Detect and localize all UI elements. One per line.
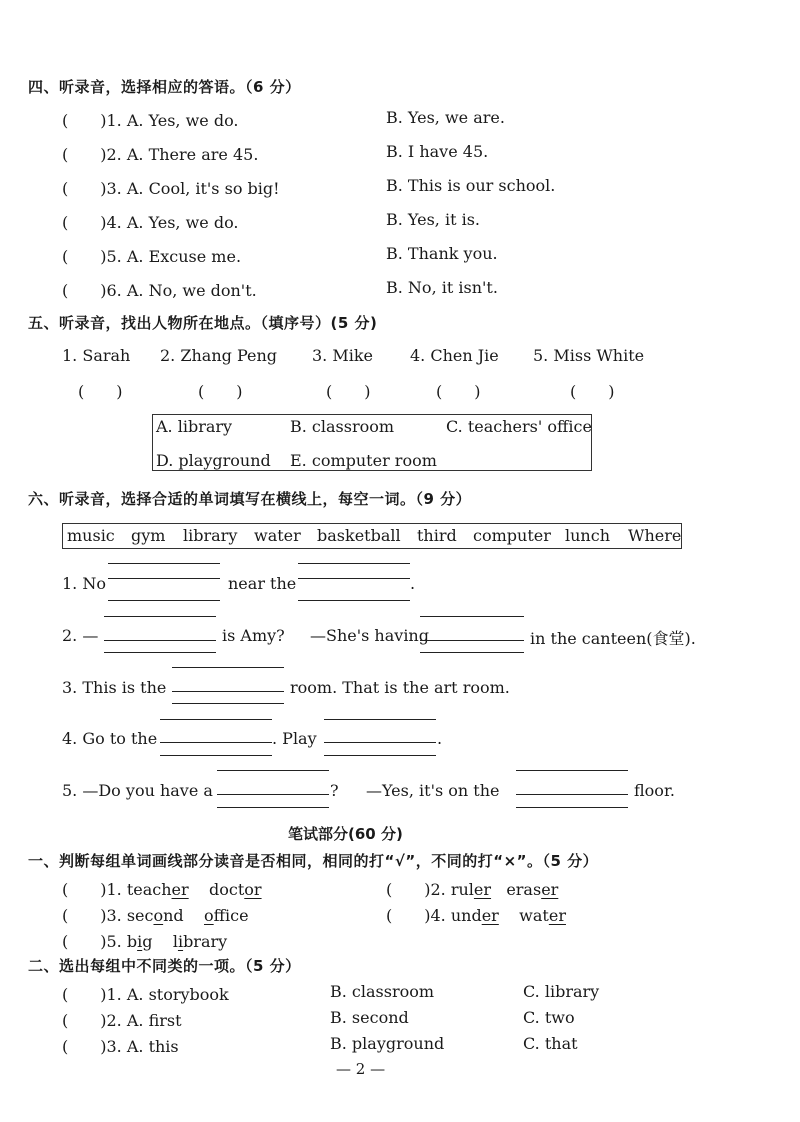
s6-q2-text-c: —She's having xyxy=(310,626,429,645)
s6-q1-text-c: . xyxy=(410,574,416,593)
s6-q5-text-a: 5. —Do you have a xyxy=(62,781,213,800)
w1-item-1: ( )1. teacher doctor xyxy=(62,880,262,899)
s6-word-3: library xyxy=(183,526,238,545)
s4-item-5-a: ( )5. A. Excuse me. xyxy=(62,247,242,266)
section-5-title: 五、听录音，找出人物所在地点。（填序号）(5 分) xyxy=(28,314,378,332)
s5-answer-5[interactable]: ( ) xyxy=(570,382,615,401)
w2-item-2-b: B. second xyxy=(330,1008,409,1027)
s6-q3-text-b: room. That is the art room. xyxy=(290,678,510,697)
s6-q3-text-a: 3. This is the xyxy=(62,678,167,697)
s6-q5-text-b: ? xyxy=(330,781,339,800)
s4-item-3-a: ( )3. A. Cool, it's so big! xyxy=(62,179,280,198)
s5-person-5: 5. Miss White xyxy=(533,346,645,365)
s4-item-6-b: B. No, it isn't. xyxy=(386,278,498,297)
s5-option-b: B. classroom xyxy=(290,417,395,436)
s6-word-6: third xyxy=(417,526,457,545)
s4-item-6-a: ( )6. A. No, we don't. xyxy=(62,281,257,300)
s6-q2-text-b: is Amy? xyxy=(222,626,285,645)
s6-q5-text-c: —Yes, it's on the xyxy=(366,781,500,800)
s6-word-5: basketball xyxy=(317,526,401,545)
w2-item-2-a: ( )2. A. first xyxy=(62,1011,182,1030)
w2-item-1-b: B. classroom xyxy=(330,982,435,1001)
s6-word-1: music xyxy=(67,526,115,545)
s5-answer-3[interactable]: ( ) xyxy=(326,382,371,401)
s6-word-9: Where xyxy=(628,526,682,545)
s6-word-7: computer xyxy=(473,526,551,545)
s4-item-4-a: ( )4. A. Yes, we do. xyxy=(62,213,239,232)
s5-person-1: 1. Sarah xyxy=(62,346,131,365)
s5-person-4: 4. Chen Jie xyxy=(410,346,499,365)
s6-q2-text-a: 2. — xyxy=(62,626,99,645)
s5-answer-2[interactable]: ( ) xyxy=(198,382,243,401)
s6-q4-text-a: 4. Go to the xyxy=(62,729,158,748)
s4-item-3-b: B. This is our school. xyxy=(386,176,556,195)
w1-item-3: ( )3. second office xyxy=(62,906,249,925)
s6-q2-text-d: in the canteen(食堂). xyxy=(530,629,696,648)
section-4-title: 四、听录音，选择相应的答语。（6 分） xyxy=(28,78,301,96)
written-section-1-title: 一、判断每组单词画线部分读音是否相同，相同的打“√”，不同的打“×”。（5 分） xyxy=(28,852,599,870)
w2-item-3-a: ( )3. A. this xyxy=(62,1037,179,1056)
s4-item-5-b: B. Thank you. xyxy=(386,244,498,263)
w1-item-5: ( )5. big library xyxy=(62,932,228,951)
s6-word-4: water xyxy=(254,526,301,545)
s4-item-2-a: ( )2. A. There are 45. xyxy=(62,145,259,164)
w2-item-1-c: C. library xyxy=(523,982,600,1001)
s6-word-2: gym xyxy=(131,526,166,545)
w2-item-3-b: B. playground xyxy=(330,1034,445,1053)
s6-q5-text-d: floor. xyxy=(634,781,675,800)
w2-item-1-a: ( )1. A. storybook xyxy=(62,985,229,1004)
s6-word-8: lunch xyxy=(565,526,610,545)
s5-answer-4[interactable]: ( ) xyxy=(436,382,481,401)
s4-item-1-b: B. Yes, we are. xyxy=(386,108,505,127)
s4-item-1-a: ( )1. A. Yes, we do. xyxy=(62,111,239,130)
s6-q1-text-a: 1. No xyxy=(62,574,106,593)
written-section-2-title: 二、选出每组中不同类的一项。（5 分） xyxy=(28,957,301,975)
section-6-title: 六、听录音，选择合适的单词填写在横线上，每空一词。（9 分） xyxy=(28,490,472,508)
s6-q4-text-c: . xyxy=(437,729,443,748)
s5-answer-1[interactable]: ( ) xyxy=(78,382,123,401)
page-number: — 2 — xyxy=(336,1060,386,1078)
w2-item-2-c: C. two xyxy=(523,1008,575,1027)
s5-option-e: E. computer room xyxy=(290,451,437,470)
w2-item-3-c: C. that xyxy=(523,1034,578,1053)
s5-option-c: C. teachers' office xyxy=(446,417,592,436)
s6-q1-text-b: near the xyxy=(228,574,297,593)
w1-item-4: ( )4. under water xyxy=(386,906,566,925)
written-part-title: 笔试部分(60 分) xyxy=(288,825,403,843)
s5-person-2: 2. Zhang Peng xyxy=(160,346,278,365)
s5-option-d: D. playground xyxy=(156,451,271,470)
s5-option-a: A. library xyxy=(156,417,233,436)
s6-q4-text-b: . Play xyxy=(272,729,317,748)
s4-item-2-b: B. I have 45. xyxy=(386,142,489,161)
w1-item-2: ( )2. ruler eraser xyxy=(386,880,559,899)
s4-item-4-b: B. Yes, it is. xyxy=(386,210,480,229)
s5-person-3: 3. Mike xyxy=(312,346,374,365)
